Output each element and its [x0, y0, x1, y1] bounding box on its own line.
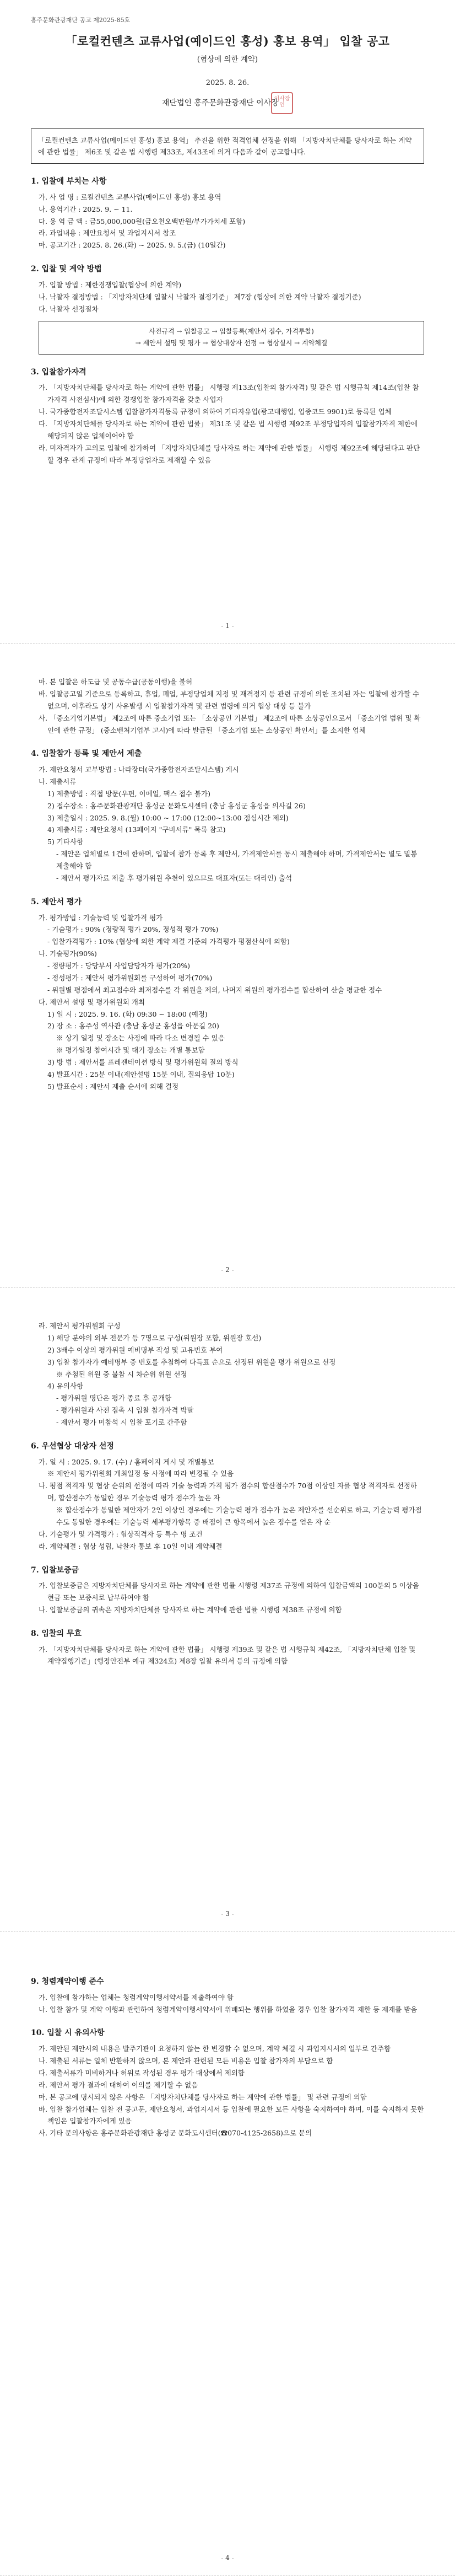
page-2-continued	[31, 676, 424, 736]
section	[31, 1976, 424, 2015]
flow-step-line: → 제안서 설명 및 평가 → 협상대상자 선정 → 협상실시 → 계약체결	[135, 339, 328, 347]
text-line: 2) 접수장소 : 홍주문화관광재단 홍성군 문화도시센터 (충남 홍성군 홍성읍 의사길 26)	[47, 801, 306, 810]
text-line: 마. 본 입찰은 하도급 및 공동수급(공동이행)을 불허	[39, 678, 193, 686]
issuer	[31, 92, 424, 114]
section	[31, 264, 424, 355]
text-line: 사. 기타 문의사항은 홍주문화관광재단 홍성군 문화도시센터(☎070-4125-2658)으로 문의	[39, 2129, 312, 2138]
announcement-date: 2025. 8. 26.	[205, 78, 250, 87]
text-line: 나. 기술평가(90%)	[39, 949, 97, 958]
text-line: 다. 기술평가 및 가격평가 : 협상적격자 등 특수 명 조건	[39, 1530, 203, 1538]
text-line: ※ 상기 일정 및 장소는 사정에 따라 다소 변경될 수 있음	[56, 1034, 225, 1043]
official-seal-icon: 이사장인	[271, 92, 293, 114]
text-line: 나. 제출된 서류는 일체 반환하지 않으며, 본 제안과 관련된 모든 비용은 입찰 참가자의 부담으로 함	[39, 2057, 333, 2065]
text-line: - 위원별 평점에서 최고점수와 최저점수를 각 위원을 제외, 나머지 위원의 평가점수를 합산하여 산술 평균한 점수	[47, 985, 382, 994]
section	[31, 367, 424, 466]
section	[31, 1320, 424, 1429]
page-number: - 4 -	[221, 2554, 234, 2562]
text-line: 라. 계약체결 : 협상 성립, 낙찰자 통보 후 10일 이내 계약체결	[39, 1542, 223, 1550]
section-heading: 10. 입찰 시 유의사항	[31, 2028, 105, 2038]
text-line: 다. 제안서 설명 및 평가위원회 개최	[39, 997, 145, 1006]
document-page-3	[0, 1288, 455, 1932]
page-number: - 1 -	[221, 622, 234, 630]
text-line: 가. 입찰보증금은 지방자치단체를 당사자로 하는 계약에 관한 법률 시행령 제37조 규정에 의하여 입찰금액의 100분의 5 이상을 현금 또는 보증서로 납부하여야 함	[39, 1581, 419, 1602]
page-3-sections	[31, 1320, 424, 1667]
section	[31, 1565, 424, 1616]
text-line: 나. 낙찰자 결정방법 : 「지방자치단체 입찰시 낙찰자 결정기준」 제7장 (협상에 의한 계약 낙찰자 결정기준)	[39, 292, 361, 301]
text-line: 나. 평점 적격자 및 협상 순위의 선정에 따라 기술 능력과 가격 평가 점수의 합산점수가 70점 이상인 자를 협상 적격자로 선정하며, 합산점수가 동일한 경우 기술능력 평가 점수가 높은 자	[39, 1482, 418, 1502]
text-line: 나. 입찰보증금의 귀속은 지방자치단체를 당사자로 하는 계약에 관한 법률 시행령 제38조 규정에 의함	[39, 1606, 342, 1614]
section-heading: 2. 입찰 및 계약 방법	[31, 265, 102, 274]
text-line: 5) 발표순서 : 제안서 제출 순서에 의해 결정	[47, 1082, 179, 1091]
text-line: ※ 평가일정 참여시간 및 대기 장소는 개별 통보함	[56, 1046, 205, 1055]
page-1-sections	[31, 176, 424, 466]
text-line: 4) 발표시간 : 25분 이내(제안설명 15분 이내, 질의응답 10분)	[47, 1070, 235, 1078]
section-heading: 1. 입찰에 부치는 사항	[31, 177, 107, 186]
section	[31, 748, 424, 884]
text-line: 다. 낙찰자 선정절차	[39, 304, 99, 313]
text-line: 나. 제출서류	[39, 777, 77, 786]
section	[31, 176, 424, 251]
text-line: 바. 입찰공고일 기준으로 등록하고, 휴업, 폐업, 부정당업체 지정 및 재격정지 등 관련 규정에 의한 조치된 자는 입찰에 참가할 수 없으며, 이후라도 상기 사유발생 시 입찰참가자격 및 관련 법령에 의거 협상 대상 등 불가	[39, 689, 420, 710]
text-line: - 평가위원 명단은 평가 종료 후 공개함	[56, 1394, 172, 1403]
text-line: 라. 제안서 평가 결과에 대하여 이의를 제기할 수 없음	[39, 2080, 198, 2089]
text-line: 사. 「중소기업기본법」 제2조에 따른 중소기업 또는 「소상공인 기본법」 제2조에 따른 소상공인으로서 「중소기업 범위 및 확인에 관한 규정」 (중소벤처기업부 고시)에 따라 발급된 「중소기업 또는 소상공인 확인서」를 소지한 업체	[39, 713, 421, 734]
text-line: - 입찰가격평가 : 10% (협상에 의한 계약 제결 기준의 가격평가 평점산식에 의함)	[47, 937, 290, 946]
section	[31, 1441, 424, 1553]
text-line: - 제안은 업체별로 1건에 한하며, 입찰에 참가 등록 후 제안서, 가격제안서를 동시 제출해야 하며, 가격제안서는 별도 밀봉 제출해야 함	[56, 850, 418, 871]
section-heading: 8. 입찰의 무효	[31, 1629, 82, 1638]
intro-box: 「로컬컨텐츠 교류사업(메이드인 홍성) 홍보 용역」 추진을 위한 적격업체 선정을 위해 「지방자치단체를 당사자로 하는 계약에 관한 법률」 제6조 및 같은 법 시행령 제33조, 제43조에 의거 다음과 같이 공고합니다.	[31, 128, 424, 164]
text-line: 다. 「지방자치단체를 당사자로 하는 계약에 관한 법률」 제31조 및 같은 법 시행령 제92조 부정당업자의 입찰참가자격 제한에 해당되지 않은 업체이어야 함	[39, 420, 418, 440]
text-line: 라. 제안서 평가위원회 구성	[39, 1322, 121, 1330]
text-line: 가. 제안된 제안서의 내용은 발주기관이 요청하지 않는 한 변경할 수 없으며, 계약 체결 시 과업지시서의 일부로 간주함	[39, 2044, 391, 2053]
document-number: 홍주문화관광재단 공고 제2025-85호	[31, 17, 131, 24]
text-line: 가. 입찰 방법 : 제한경쟁입찰(협상에 의한 계약)	[39, 280, 182, 289]
section-heading: 6. 우선협상 대상자 선정	[31, 1441, 114, 1451]
section	[31, 897, 424, 1093]
text-line: 마. 본 공고에 명시되지 않은 사항은 「지방자치단체를 당사자로 하는 계약에 관한 법률」 및 관련 규정에 의함	[39, 2092, 367, 2101]
text-line: 다. 제출서류가 미비하거나 허위로 작성된 경우 평가 대상에서 제외함	[39, 2068, 245, 2077]
text-line: 바. 입찰 참가업체는 입찰 전 공고문, 제안요청서, 과업지시서 등 입찰에 필요한 모든 사항을 숙지하여야 하며, 이를 숙지하지 못한 책임은 입찰참가자에게 있음	[39, 2105, 424, 2126]
page-number: - 3 -	[221, 1910, 234, 1918]
document-page-4	[0, 1932, 455, 2576]
text-line: 1) 제출방법 : 직접 방문(우편, 이메일, 팩스 접수 불가)	[47, 789, 210, 798]
document-page-1	[0, 0, 455, 644]
text-line: 가. 「지방자치단체를 당사자로 하는 계약에 관한 법률」 시행령 제13조(입찰의 참가자격) 및 같은 법 시행규칙 제14조(입찰 참가자격 사전심사)에 의한 경쟁입찰 참가자격을 갖춘 사업자	[39, 383, 419, 404]
page-number: - 2 -	[221, 1266, 234, 1274]
selection-process-flow	[39, 321, 424, 355]
text-line: 5) 기타사항	[47, 838, 84, 846]
text-line: - 정성평가 : 제안서 평가위원회를 구성하여 평가(70%)	[47, 973, 213, 982]
document-page-2	[0, 644, 455, 1288]
section-heading: 7. 입찰보증금	[31, 1565, 79, 1575]
flow-step-line: 사전규격 → 입찰공고 → 입찰등록(제안서 접수, 가격투찰)	[149, 327, 314, 335]
text-line: 마. 공고기간 : 2025. 8. 26.(화) ~ 2025. 9. 5.(금) (10일간)	[39, 241, 226, 250]
text-line: - 정량평가 : 당당부서 사업담당자가 평가(20%)	[47, 962, 191, 970]
text-line: 다. 용 역 금 액 : 금55,000,000원(금오천오백만원/부가가치세 포함)	[39, 217, 246, 226]
section	[31, 1628, 424, 1667]
text-line: 1) 일 시 : 2025. 9. 16. (화) 09:30 ~ 18:00 (예정)	[47, 1010, 208, 1018]
page-title: 「로컬컨텐츠 교류사업(예이드인 홍성) 홍보 용역」 입찰 공고	[65, 34, 390, 49]
page-subtitle: (협상에 의한 계약)	[197, 55, 258, 64]
text-line: 나. 용역기간 : 2025. 9. ~ 11.	[39, 205, 133, 213]
text-line: 2) 장 소 : 홍주성 역사관 (충남 홍성군 홍성읍 아문길 20)	[47, 1022, 219, 1031]
text-line: 가. 사 업 명 : 로컬컨텐츠 교류사업(메이드인 홍성) 홍보 용역	[39, 192, 221, 201]
text-line: 3) 방 법 : 제안서를 프레젠테이션 방식 및 평가위원회 질의 방식	[47, 1058, 239, 1066]
text-line: 3) 입찰 참가자가 예비명부 중 번호를 추첨하여 다득표 순으로 선정된 위원을 평가 위원으로 선정	[47, 1357, 336, 1366]
text-line: 나. 국가종합전자조달시스템 입찰참가자격등록 규정에 의하여 기타자유업(광고대행업, 업종코드 9901)로 등록된 업체	[39, 407, 392, 416]
text-line: 1) 해당 분야의 외부 전문가 등 7명으로 구성(위원장 포함, 위원장 호선)	[47, 1333, 262, 1342]
text-line: ※ 합산점수가 동일한 제안자가 2인 이상인 경우에는 기술능력 평가 점수가 높은 제안자를 선순위로 하고, 기술능력 평가점수도 동일한 경우에는 기술능력 세부평가항목 중 배점이 큰 항목에서 높은 점수를 얻은 자 순	[56, 1506, 422, 1526]
text-line: 라. 미자격자가 고의로 입찰에 참가하여 「지방자치단체를 당사자로 하는 계약에 관한 법률」 시행령 제92조에 해당된다고 판단할 경우 관계 규정에 따라 부정당업자로 제재할 수 있음	[39, 443, 420, 464]
text-line: 2) 3배수 이상의 평가위원 예비명부 작성 및 고유번호 부여	[47, 1345, 223, 1354]
section	[31, 2027, 424, 2139]
text-line: 나. 입찰 참가 및 계약 이행과 관련하여 청렴계약이행서약서에 위배되는 행위를 하였을 경우 입찰 참가자격 제한 등 제재를 받음	[39, 2005, 418, 2014]
section-heading: 3. 입찰참가자격	[31, 367, 86, 377]
page-4-sections	[31, 1976, 424, 2139]
section-heading: 9. 청렴계약이행 준수	[31, 1977, 104, 1986]
text-line: 4) 제출서류 : 제안요청서 (13페이지 "구비서류" 목록 참고)	[47, 825, 226, 834]
text-line: 3) 제출일시 : 2025. 9. 8.(월) 10:00 ~ 17:00 (12:00~13:00 점심시간 제외)	[47, 813, 289, 822]
text-line: ※ 제안서 평가위원회 개최일정 등 사정에 따라 변경될 수 있음	[47, 1469, 234, 1478]
text-line: 가. 제안요청서 교부방법 : 나라장터(국가종합전자조달시스템) 게시	[39, 765, 239, 774]
text-line: - 평가위원과 사전 접촉 시 입찰 참가자격 박탈	[56, 1406, 194, 1415]
text-line: 가. 평가방법 : 기술능력 및 입찰가격 평가	[39, 913, 163, 922]
text-line: 가. 「지방자치단체를 당사자로 하는 계약에 관한 법률」 시행령 제39조 및 같은 법 시행규칙 제42조, 「지방자치단체 입찰 및 계약집행기준」(행정안전부 예규 제324호) 제8장 입찰 유의서 등의 규정에 의함	[39, 1645, 416, 1666]
text-line: - 제안서 평가자료 제출 후 평가위원 추천이 있으므로 대표자(또는 대리인) 출석	[56, 873, 292, 882]
page-2-sections	[31, 748, 424, 1092]
section-heading: 5. 제안서 평가	[31, 897, 82, 906]
text-line: 4) 유의사항	[47, 1382, 84, 1391]
section-heading: 4. 입찰참가 등록 및 제안서 제출	[31, 749, 142, 759]
text-line: ※ 추첨된 위원 중 불참 시 차순위 위원 선정	[56, 1370, 187, 1378]
text-line: - 기술평가 : 90% (정량적 평가 20%, 정성적 평가 70%)	[47, 925, 219, 934]
text-line: - 제안서 평가 미참석 시 입찰 포기로 간주함	[56, 1418, 187, 1426]
text-line: 가. 일 시 : 2025. 9. 17. (수) / 홈페이지 게시 및 개별통보	[39, 1457, 214, 1466]
text-line: 라. 과업내용 : 제안요청서 및 과업지시서 참조	[39, 229, 176, 238]
issuer-name: 재단법인 홍주문화관광재단 이사장	[161, 98, 279, 108]
text-line: 가. 입찰에 참가하는 업체는 청렴계약이행서약서를 제출하여야 함	[39, 1993, 234, 2001]
